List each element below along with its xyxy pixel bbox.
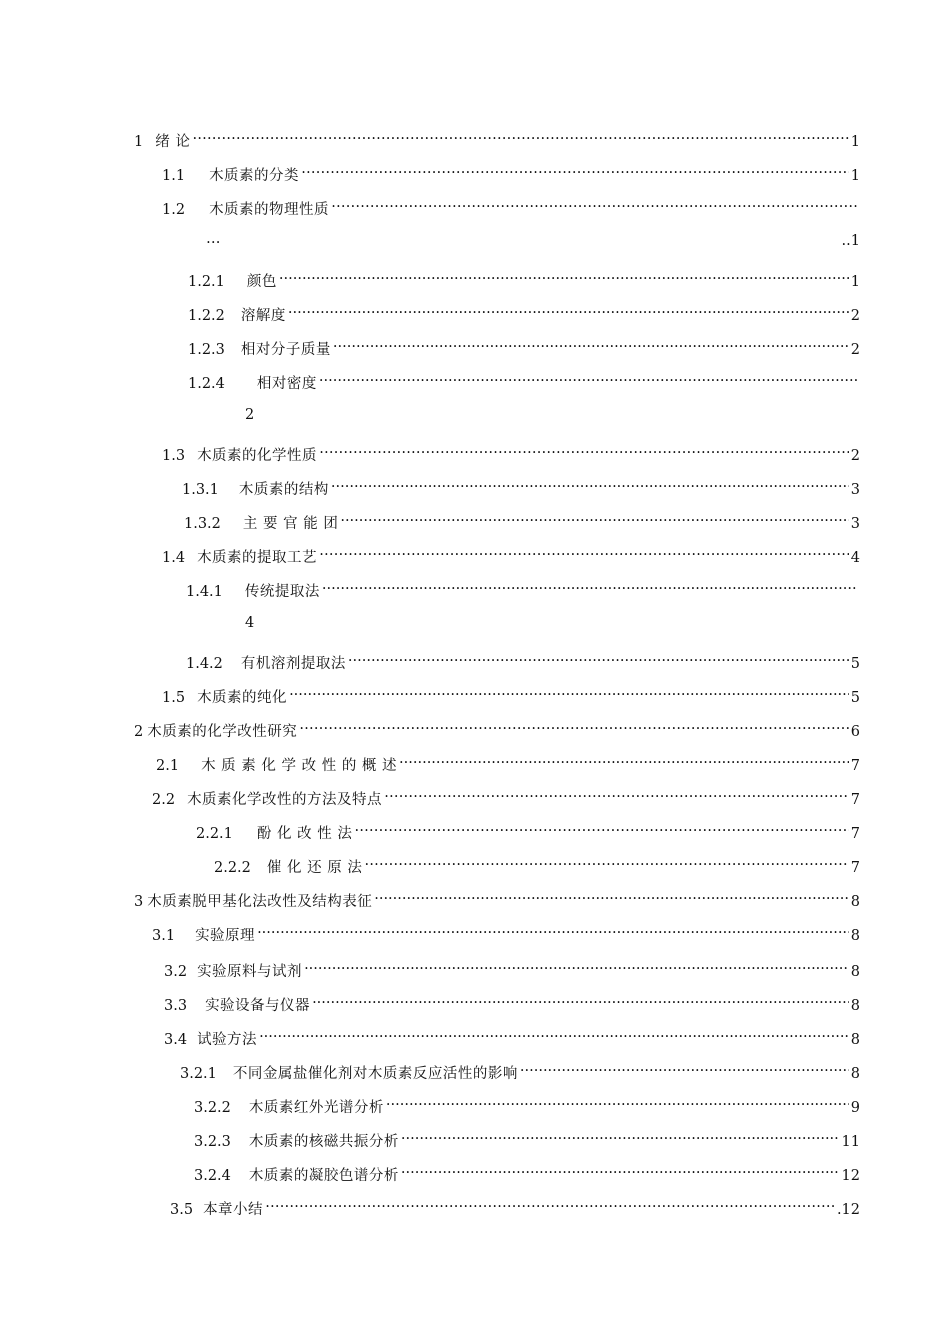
toc-entry-page: 8 xyxy=(850,998,860,1014)
toc-entry xyxy=(164,954,860,980)
toc-entry xyxy=(162,540,860,566)
toc-entry-page: 3 xyxy=(850,516,860,532)
dot-leader xyxy=(265,1192,835,1214)
toc-entry-number: 1.4 xyxy=(162,550,186,566)
toc-entry xyxy=(162,438,860,464)
toc-entry-page: 8 xyxy=(850,964,860,980)
toc-entry xyxy=(194,1090,860,1116)
toc-entry xyxy=(156,748,860,774)
toc-entry xyxy=(134,124,860,150)
toc-entry xyxy=(152,782,860,808)
toc-entry-page: 11 xyxy=(841,1134,860,1150)
dot-leader xyxy=(354,816,848,838)
toc-entry-continuation-leader: … xyxy=(206,231,221,247)
toc-entry-page: 7 xyxy=(850,826,860,842)
toc-entry xyxy=(194,1124,860,1150)
toc-entry-title: 相对分子质量 xyxy=(240,342,331,358)
toc-entry xyxy=(188,332,860,358)
toc-entry-page: 4 xyxy=(850,550,860,566)
toc-entry-title: 颜色 xyxy=(246,274,277,290)
toc-entry-number: 2.2.1 xyxy=(196,826,233,842)
toc-entry-number: 1.1 xyxy=(162,168,186,184)
toc-entry xyxy=(184,506,860,532)
toc-entry xyxy=(162,192,860,218)
toc-entry-page: 6 xyxy=(850,724,860,740)
toc-entry-title: 木质素化学改性的方法及特点 xyxy=(187,792,383,808)
toc-entry xyxy=(182,472,860,498)
toc-entry-number: 3.2.2 xyxy=(194,1100,231,1116)
toc-entry-number: 1.4.1 xyxy=(186,584,223,600)
toc-entry-number: 3.2 xyxy=(164,964,188,980)
toc-entry-number: 3.2.1 xyxy=(180,1066,217,1082)
toc-entry-page: 1 xyxy=(850,134,860,150)
toc-entry xyxy=(162,680,860,706)
toc-entry-number: 3 xyxy=(134,894,144,910)
toc-entry-page: 2 xyxy=(850,448,860,464)
toc-entry-page: 7 xyxy=(850,758,860,774)
toc-entry xyxy=(214,850,860,876)
toc-entry-title: 木质素的核磁共振分析 xyxy=(248,1134,399,1150)
toc-entry-page: 8 xyxy=(850,1066,860,1082)
toc-entry xyxy=(188,264,860,290)
toc-entry-number: 1 xyxy=(134,134,144,150)
toc-entry-page: 2 xyxy=(245,407,255,423)
dot-leader xyxy=(348,646,849,668)
toc-entry-page: ..1 xyxy=(841,233,860,249)
dot-leader xyxy=(322,574,858,596)
toc-entry-number: 1.3.2 xyxy=(184,516,221,532)
dot-leader xyxy=(340,506,848,528)
toc-entry-page: 8 xyxy=(850,1032,860,1048)
dot-leader xyxy=(401,1124,840,1146)
toc-entry-page: 9 xyxy=(850,1100,860,1116)
dot-leader xyxy=(312,988,849,1010)
toc-entry-number: 3.4 xyxy=(164,1032,188,1048)
toc-entry-title: 有机溶剂提取法 xyxy=(240,656,346,672)
dot-leader xyxy=(304,954,849,976)
toc-entry-title: 酚 化 改 性 法 xyxy=(256,826,353,842)
toc-entry-title: 传统提取法 xyxy=(244,584,320,600)
toc-entry-page: 3 xyxy=(850,482,860,498)
toc-entry-number: 1.4.2 xyxy=(186,656,223,672)
toc-entry-title: 实验原理 xyxy=(195,928,256,944)
toc-entry xyxy=(170,1192,860,1218)
toc-entry xyxy=(186,574,860,600)
toc-entry-page: 5 xyxy=(850,690,860,706)
dot-leader xyxy=(192,124,848,146)
toc-entry-title: 本章小结 xyxy=(203,1202,264,1218)
dot-leader xyxy=(288,298,849,320)
dot-leader xyxy=(374,884,849,906)
toc-entry-title: 实验原料与试剂 xyxy=(197,964,303,980)
toc-entry-page: .12 xyxy=(836,1202,860,1218)
toc-entry-number: 1.2.2 xyxy=(188,308,225,324)
toc-entry xyxy=(162,158,860,184)
toc-entry-page: 2 xyxy=(850,342,860,358)
toc-entry-title: 木质素的化学改性研究 xyxy=(147,724,298,740)
toc-entry-page: 5 xyxy=(850,656,860,672)
toc-entry-title: 木质素脱甲基化法改性及结构表征 xyxy=(147,894,373,910)
toc-entry-number: 2.1 xyxy=(156,758,180,774)
toc-entry-title: 木质素的分类 xyxy=(209,168,300,184)
toc-entry xyxy=(164,1022,860,1048)
toc-entry xyxy=(188,298,860,324)
toc-entry-page: 8 xyxy=(850,928,860,944)
toc-entry xyxy=(152,918,860,944)
toc-entry-title: 实验设备与仪器 xyxy=(205,998,311,1014)
toc-entry-title: 溶解度 xyxy=(240,308,286,324)
dot-leader xyxy=(257,918,849,940)
toc-entry-number: 3.2.4 xyxy=(194,1168,231,1184)
dot-leader xyxy=(401,1158,840,1180)
toc-entry xyxy=(196,816,860,842)
toc-entry-number: 1.5 xyxy=(162,690,186,706)
dot-leader xyxy=(259,1022,849,1044)
dot-leader xyxy=(333,332,849,354)
toc-entry-page: 1 xyxy=(850,168,860,184)
toc-entry xyxy=(134,884,860,910)
toc-entry xyxy=(134,714,860,740)
dot-leader xyxy=(319,540,849,562)
toc-entry-number: 3.1 xyxy=(152,928,176,944)
toc-entry-title: 木 质 素 化 学 改 性 的 概 述 xyxy=(201,758,398,774)
toc-entry-number: 1.3.1 xyxy=(182,482,219,498)
toc-entry-number: 3.2.3 xyxy=(194,1134,231,1150)
toc-entry-page: 1 xyxy=(850,274,860,290)
toc-entry-number: 1.2.1 xyxy=(188,274,225,290)
dot-leader xyxy=(520,1056,849,1078)
toc-entry xyxy=(186,646,860,672)
toc-entry-title: 相对密度 xyxy=(256,376,317,392)
toc-entry-number: 3.5 xyxy=(170,1202,194,1218)
toc-entry xyxy=(164,988,860,1014)
toc-entry-page: 4 xyxy=(245,615,255,631)
toc-entry-title: 木质素的凝胶色谱分析 xyxy=(248,1168,399,1184)
dot-leader xyxy=(301,158,849,180)
toc-entry-title: 木质素的物理性质 xyxy=(209,202,330,218)
toc-entry-number: 2 xyxy=(134,724,144,740)
dot-leader xyxy=(364,850,848,872)
dot-leader xyxy=(384,782,849,804)
toc-entry xyxy=(180,1056,860,1082)
toc-entry xyxy=(194,1158,860,1184)
dot-leader xyxy=(331,472,849,494)
toc-entry-title: 木质素的纯化 xyxy=(197,690,288,706)
toc-entry-title: 绪 论 xyxy=(155,134,191,150)
dot-leader xyxy=(279,264,849,286)
toc-entry-number: 1.2.3 xyxy=(188,342,225,358)
toc-entry-page: 2 xyxy=(850,308,860,324)
toc-entry-title: 木质素的化学性质 xyxy=(197,448,318,464)
dot-leader xyxy=(319,438,849,460)
dot-leader xyxy=(299,714,849,736)
dot-leader xyxy=(319,366,858,388)
toc-entry-number: 1.3 xyxy=(162,448,186,464)
toc-entry-title: 不同金属盐催化剂对木质素反应活性的影响 xyxy=(232,1066,518,1082)
dot-leader xyxy=(399,748,849,770)
toc-entry-page: 8 xyxy=(850,894,860,910)
toc-entry-number: 1.2 xyxy=(162,202,186,218)
toc-entry-title: 催 化 还 原 法 xyxy=(266,860,363,876)
dot-leader xyxy=(289,680,849,702)
toc-entry-title: 试验方法 xyxy=(197,1032,258,1048)
dot-leader xyxy=(386,1090,849,1112)
toc-entry-number: 2.2 xyxy=(152,792,176,808)
toc-entry-page: 12 xyxy=(841,1168,860,1184)
toc-entry-title: 木质素的提取工艺 xyxy=(197,550,318,566)
toc-entry-number: 3.3 xyxy=(164,998,188,1014)
toc-entry-number: 1.2.4 xyxy=(188,376,225,392)
toc-entry-page: 7 xyxy=(850,792,860,808)
toc-entry xyxy=(188,366,860,392)
toc-entry-title: 木质素红外光谱分析 xyxy=(248,1100,384,1116)
dot-leader xyxy=(331,192,858,214)
toc-entry-number: 2.2.2 xyxy=(214,860,251,876)
toc-entry-title: 主 要 官 能 团 xyxy=(242,516,339,532)
toc-entry-page: 7 xyxy=(850,860,860,876)
toc-entry-title: 木质素的结构 xyxy=(238,482,329,498)
